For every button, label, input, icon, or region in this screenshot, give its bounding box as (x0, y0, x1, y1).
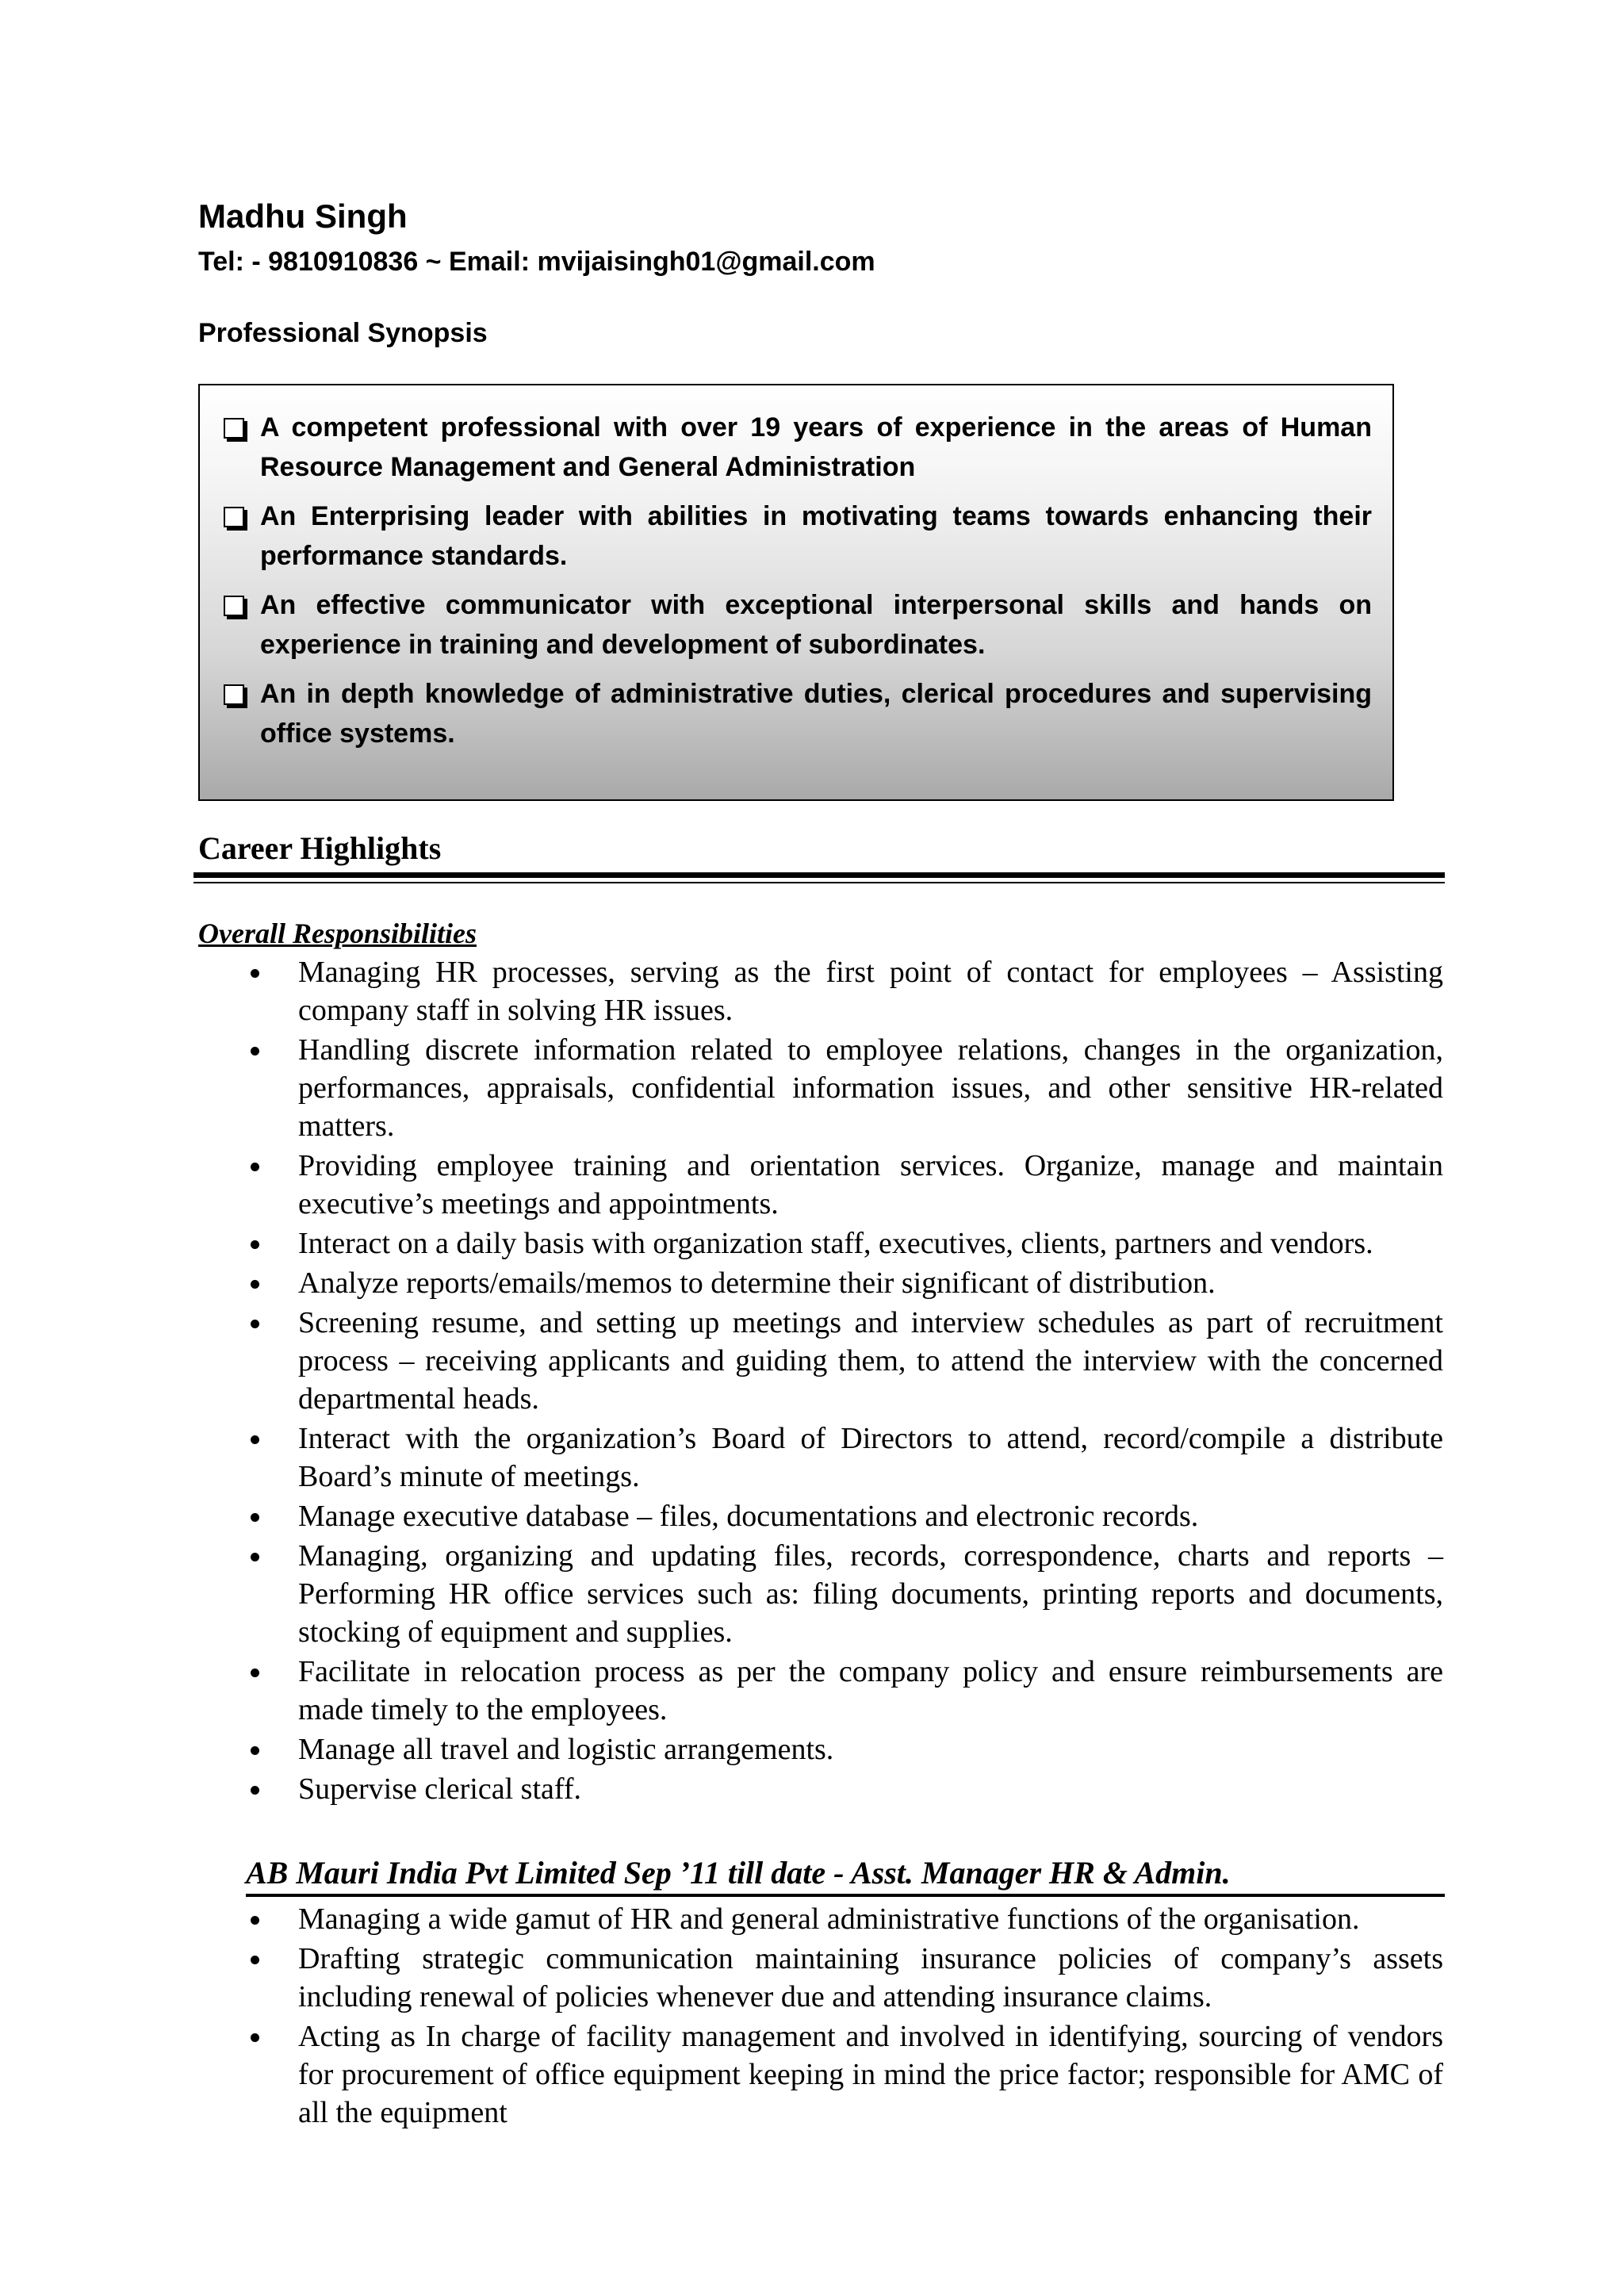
synopsis-item (220, 674, 1372, 753)
checkbox-bullet-icon (224, 418, 244, 439)
bullet-icon (251, 1513, 259, 1522)
list-item-text: Providing employee training and orientation services. Organize, manage and maintain executive’s meetings and appointments. (298, 1149, 1443, 1220)
list-item-text: Drafting strategic communication maintaining insurance policies of company’s assets including renewal of policies whenever due and attending insurance claims. (298, 1942, 1443, 2013)
bullet-icon (251, 2033, 259, 2042)
candidate-name: Madhu Singh (198, 197, 408, 235)
bullet-icon (251, 1786, 259, 1795)
contact-line: Tel: - 9810910836 ~ Email: mvijaisingh01@gmail.com (198, 247, 875, 277)
list-item (198, 1940, 1443, 2016)
bullet-icon (251, 1163, 259, 1171)
list-item-text: Manage all travel and logistic arrangements. (298, 1733, 834, 1766)
bullet-icon (251, 1240, 259, 1249)
checkbox-bullet-icon (224, 596, 244, 616)
bullet-icon (251, 1280, 259, 1289)
synopsis-heading: Professional Synopsis (198, 318, 488, 348)
list-item-text: Supervise clerical staff. (298, 1772, 581, 1806)
synopsis-item-text: A competent professional with over 19 years of experience in the areas of Human Resource Management and General Administration (260, 412, 1372, 482)
bullet-icon (251, 1746, 259, 1755)
list-item-text: Facilitate in relocation process as per the company policy and ensure reimbursements are made timely to the employees. (298, 1655, 1443, 1726)
bullet-icon (251, 1553, 259, 1561)
synopsis-item-text: An Enterprising leader with abilities in motivating teams towards enhancing their performance standards. (260, 501, 1372, 571)
list-item (198, 1224, 1443, 1262)
list-item-text: Managing a wide gamut of HR and general administrative functions of the organisation. (298, 1902, 1360, 1936)
list-item (198, 1730, 1443, 1768)
bullet-icon (251, 1435, 259, 1444)
synopsis-item-text: An in depth knowledge of administrative duties, clerical procedures and supervising office systems. (260, 679, 1372, 749)
list-item (198, 2017, 1443, 2132)
bullet-icon (251, 1956, 259, 1964)
list-item-text: Manage executive database – files, documentations and electronic records. (298, 1500, 1199, 1533)
list-item (198, 1900, 1443, 1938)
list-item (198, 1304, 1443, 1418)
list-item (198, 1497, 1443, 1535)
synopsis-box (198, 384, 1394, 801)
bullet-icon (251, 1916, 259, 1925)
responsibilities-list (198, 953, 1443, 1810)
job-responsibilities-list (198, 1900, 1443, 2133)
list-item-text: Interact with the organization’s Board of Directors to attend, record/compile a distribute Board’s minute of meetings. (298, 1422, 1443, 1493)
list-item (198, 1031, 1443, 1145)
synopsis-list (220, 408, 1372, 753)
list-item (198, 1770, 1443, 1808)
list-item (198, 1653, 1443, 1729)
synopsis-item (220, 496, 1372, 576)
bullet-icon (251, 1320, 259, 1328)
list-item (198, 1264, 1443, 1302)
job-heading: AB Mauri India Pvt Limited Sep ’11 till date - Asst. Manager HR & Admin. (246, 1855, 1231, 1891)
checkbox-bullet-icon (224, 684, 244, 705)
synopsis-item-text: An effective communicator with exceptional interpersonal skills and hands on experience in training and development of subordinates. (260, 590, 1372, 660)
responsibilities-heading: Overall Responsibilities (198, 918, 477, 949)
checkbox-bullet-icon (224, 507, 244, 527)
career-heading: Career Highlights (198, 830, 442, 866)
list-item-text: Screening resume, and setting up meetings and interview schedules as part of recruitment process – receiving applicants and guiding them, to attend the interview with the concerned departmental heads. (298, 1306, 1443, 1416)
job-divider (246, 1894, 1445, 1897)
list-item-text: Acting as In charge of facility management and involved in identifying, sourcing of vendors for procurement of office equipment keeping in mind the price factor; responsible for AMC of all the equipment (298, 2020, 1443, 2129)
list-item-text: Managing, organizing and updating files, records, correspondence, charts and reports – Performing HR office services such as: filing documents, printing reports and documents, stocking of equipment and supplies. (298, 1539, 1443, 1649)
synopsis-item (220, 408, 1372, 487)
list-item (198, 1537, 1443, 1651)
list-item-text: Managing HR processes, serving as the first point of contact for employees – Assisting company staff in solving HR issues. (298, 956, 1443, 1027)
section-divider (193, 872, 1445, 883)
list-item-text: Interact on a daily basis with organization staff, executives, clients, partners and vendors. (298, 1227, 1373, 1260)
list-item-text: Handling discrete information related to employee relations, changes in the organization, performances, appraisals, confidential information issues, and other sensitive HR-related matters. (298, 1033, 1443, 1143)
list-item (198, 1147, 1443, 1223)
synopsis-item (220, 585, 1372, 665)
list-item (198, 953, 1443, 1029)
list-item-text: Analyze reports/emails/memos to determine their significant of distribution. (298, 1266, 1216, 1300)
list-item (198, 1420, 1443, 1496)
bullet-icon (251, 969, 259, 978)
bullet-icon (251, 1047, 259, 1056)
bullet-icon (251, 1669, 259, 1677)
